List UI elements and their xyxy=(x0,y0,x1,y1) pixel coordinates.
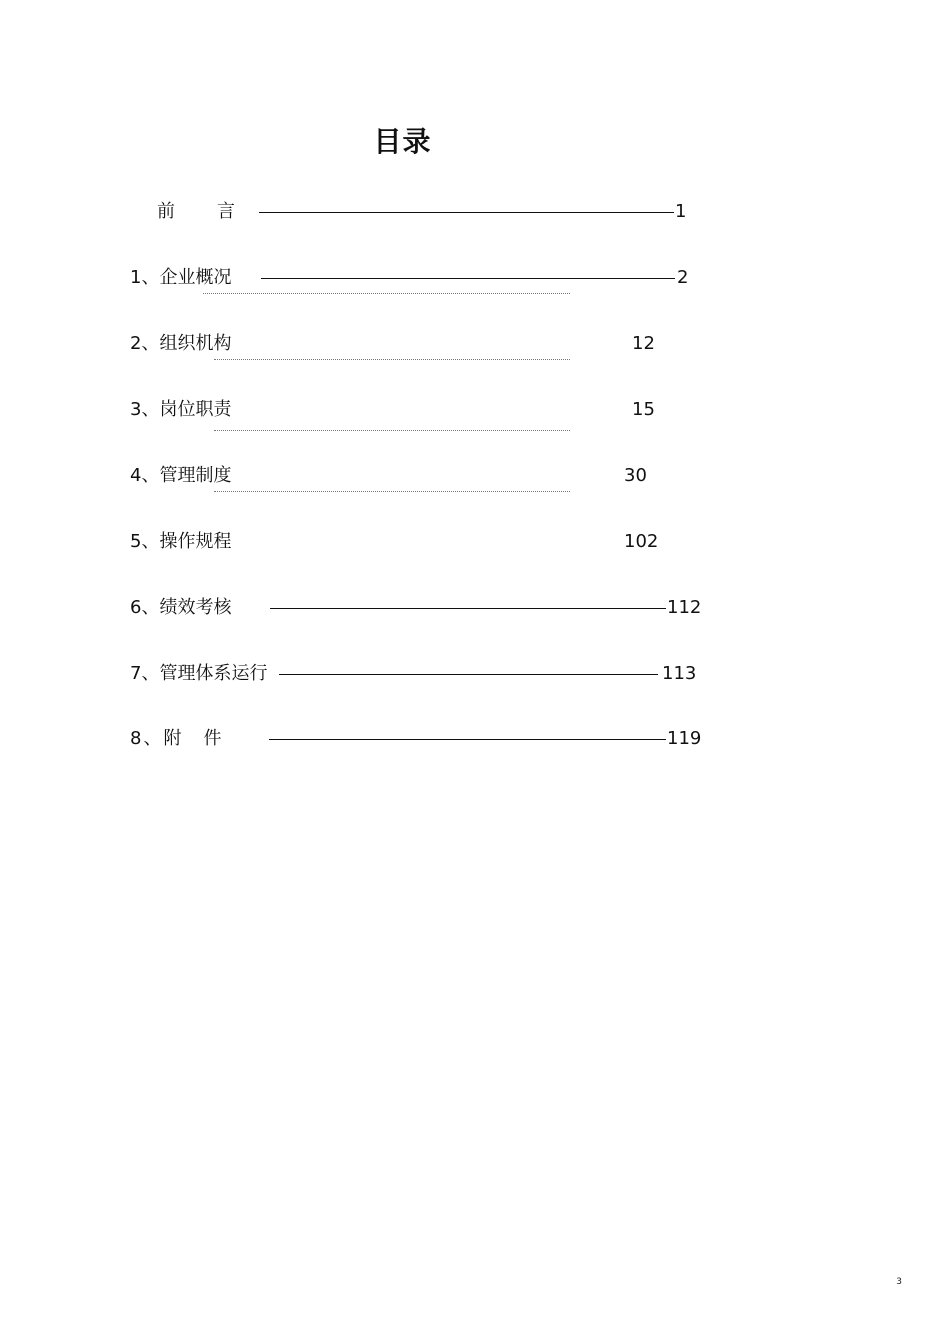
toc-dotted-underline xyxy=(214,430,570,431)
toc-entry-label: 4、管理制度 xyxy=(130,465,232,486)
toc-entry-preface[interactable] xyxy=(0,200,950,224)
toc-entry-performance[interactable] xyxy=(0,596,950,620)
toc-entry-page: 112 xyxy=(667,597,702,618)
toc-entry-label: 3、岗位职责 xyxy=(130,399,232,420)
toc-entry-label: 2、组织机构 xyxy=(130,333,232,354)
toc-entry-label: 7、管理体系运行 xyxy=(130,663,268,684)
toc-entry-page: 15 xyxy=(632,399,655,420)
toc-leader-line xyxy=(279,674,658,675)
toc-leader-line xyxy=(270,608,666,609)
toc-entry-page: 2 xyxy=(677,267,689,288)
toc-entry-job-duties[interactable] xyxy=(0,398,950,422)
toc-leader-line xyxy=(259,212,674,213)
toc-leader-line xyxy=(269,739,666,740)
toc-entry-page: 30 xyxy=(624,465,647,486)
toc-entry-operating-procedures[interactable] xyxy=(0,530,950,554)
toc-entry-page: 119 xyxy=(667,728,702,749)
toc-entry-page: 12 xyxy=(632,333,655,354)
toc-entry-organization[interactable] xyxy=(0,332,950,356)
toc-leader-line xyxy=(261,278,675,279)
toc-entry-page: 113 xyxy=(662,663,697,684)
toc-entry-page: 102 xyxy=(624,531,659,552)
toc-entry-label: 1、企业概况 xyxy=(130,267,232,288)
page-number: 3 xyxy=(896,1277,902,1287)
toc-entry-page: 1 xyxy=(675,201,687,222)
toc-dotted-underline xyxy=(214,491,570,492)
toc-entry-company-overview[interactable] xyxy=(0,266,950,290)
toc-entry-attachments[interactable] xyxy=(0,727,950,751)
toc-entry-label: 8、附 件 xyxy=(130,728,224,749)
toc-entry-label: 6、绩效考核 xyxy=(130,597,232,618)
toc-dotted-underline xyxy=(214,359,570,360)
toc-dotted-underline xyxy=(203,293,570,294)
toc-entry-label: 前 言 xyxy=(157,201,247,222)
toc-title: 目录 xyxy=(373,125,432,158)
toc-entry-management-rules[interactable] xyxy=(0,464,950,488)
toc-entry-management-system[interactable] xyxy=(0,662,950,686)
toc-entry-label: 5、操作规程 xyxy=(130,531,232,552)
